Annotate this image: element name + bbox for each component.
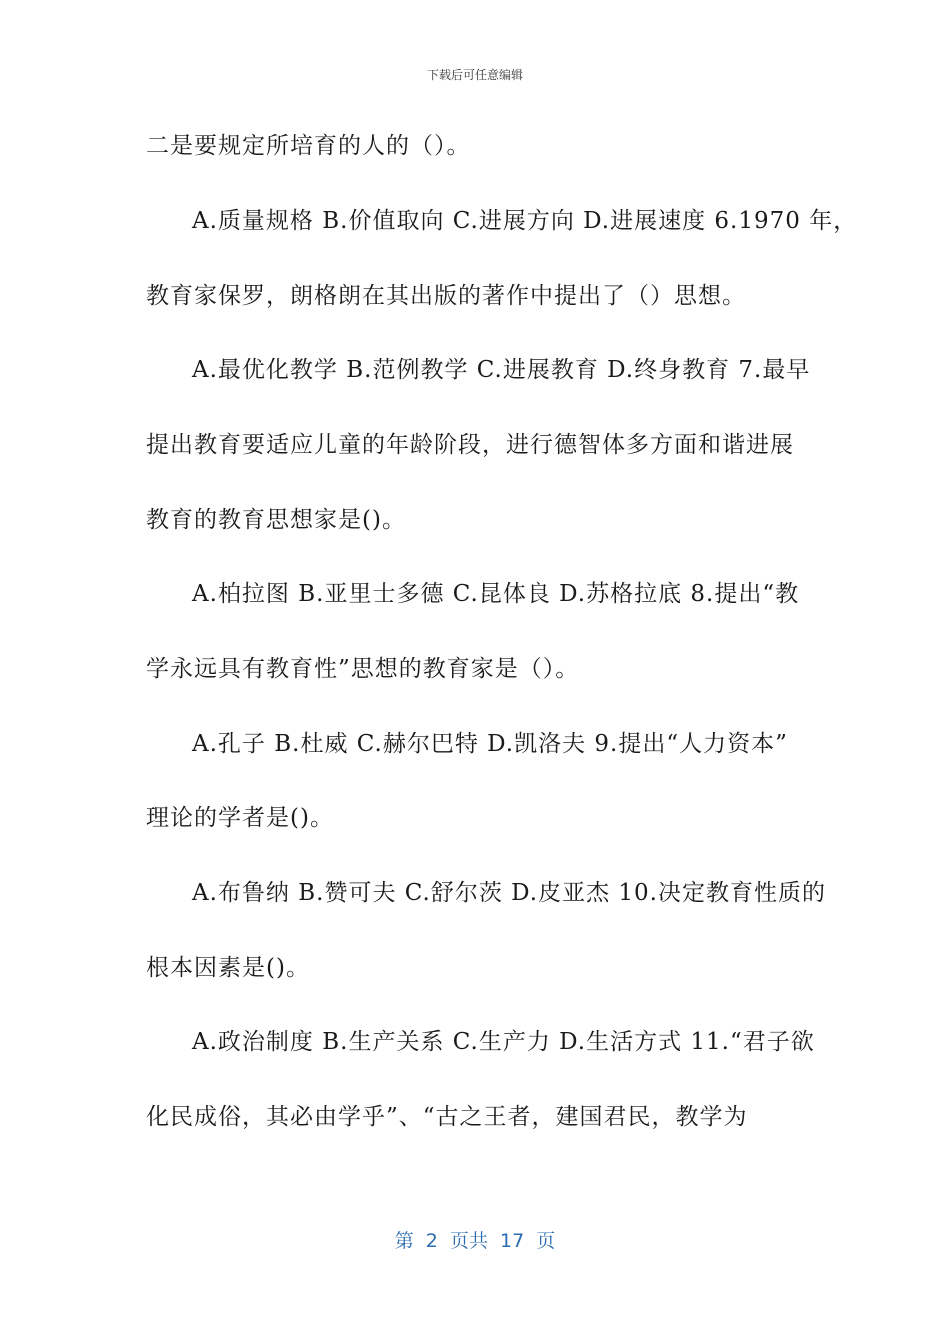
page-header: 下载后可任意编辑 [426, 68, 523, 82]
text-line: A.孔子 B.杜威 C.赫尔巴特 D.凯洛夫 9.提出“人力资本” [192, 731, 788, 757]
total-page-count: 17 [500, 1230, 525, 1252]
text-line: A.柏拉图 B.亚里士多德 C.昆体良 D.苏格拉底 8.提出“教 [192, 581, 800, 607]
text-line: 学永远具有教育性”思想的教育家是（）。 [146, 656, 580, 682]
text-line: 教育家保罗，朗格朗在其出版的著作中提出了（）思想。 [146, 283, 746, 309]
text-line: A.最优化教学 B.范例教学 C.进展教育 D.终身教育 7.最早 [192, 357, 811, 383]
text-line: 化民成俗，其必由学乎”、“古之王者，建国君民，教学为 [146, 1104, 748, 1130]
text-line: 二是要规定所培育的人的（）。 [146, 133, 471, 159]
text-line: A.政治制度 B.生产关系 C.生产力 D.生活方式 11.“君子欲 [192, 1029, 815, 1055]
footer-suffix: 页 [536, 1230, 556, 1252]
text-line: 根本因素是()。 [146, 955, 310, 981]
text-line: A.布鲁纳 B.赞可夫 C.舒尔茨 D.皮亚杰 10.决定教育性质的 [192, 880, 826, 906]
page-footer [0, 1226, 950, 1253]
current-page-number: 2 [425, 1230, 438, 1252]
text-line: 理论的学者是()。 [146, 805, 334, 831]
footer-middle: 页共 [449, 1230, 488, 1252]
footer-prefix: 第 [394, 1230, 414, 1252]
text-line: A.质量规格 B.价值取向 C.进展方向 D.进展速度 6.1970 年， [192, 208, 858, 234]
text-line: 提出教育要适应儿童的年龄阶段，进行德智体多方面和谐进展 [146, 432, 794, 458]
text-line: 教育的教育思想家是()。 [146, 507, 406, 533]
